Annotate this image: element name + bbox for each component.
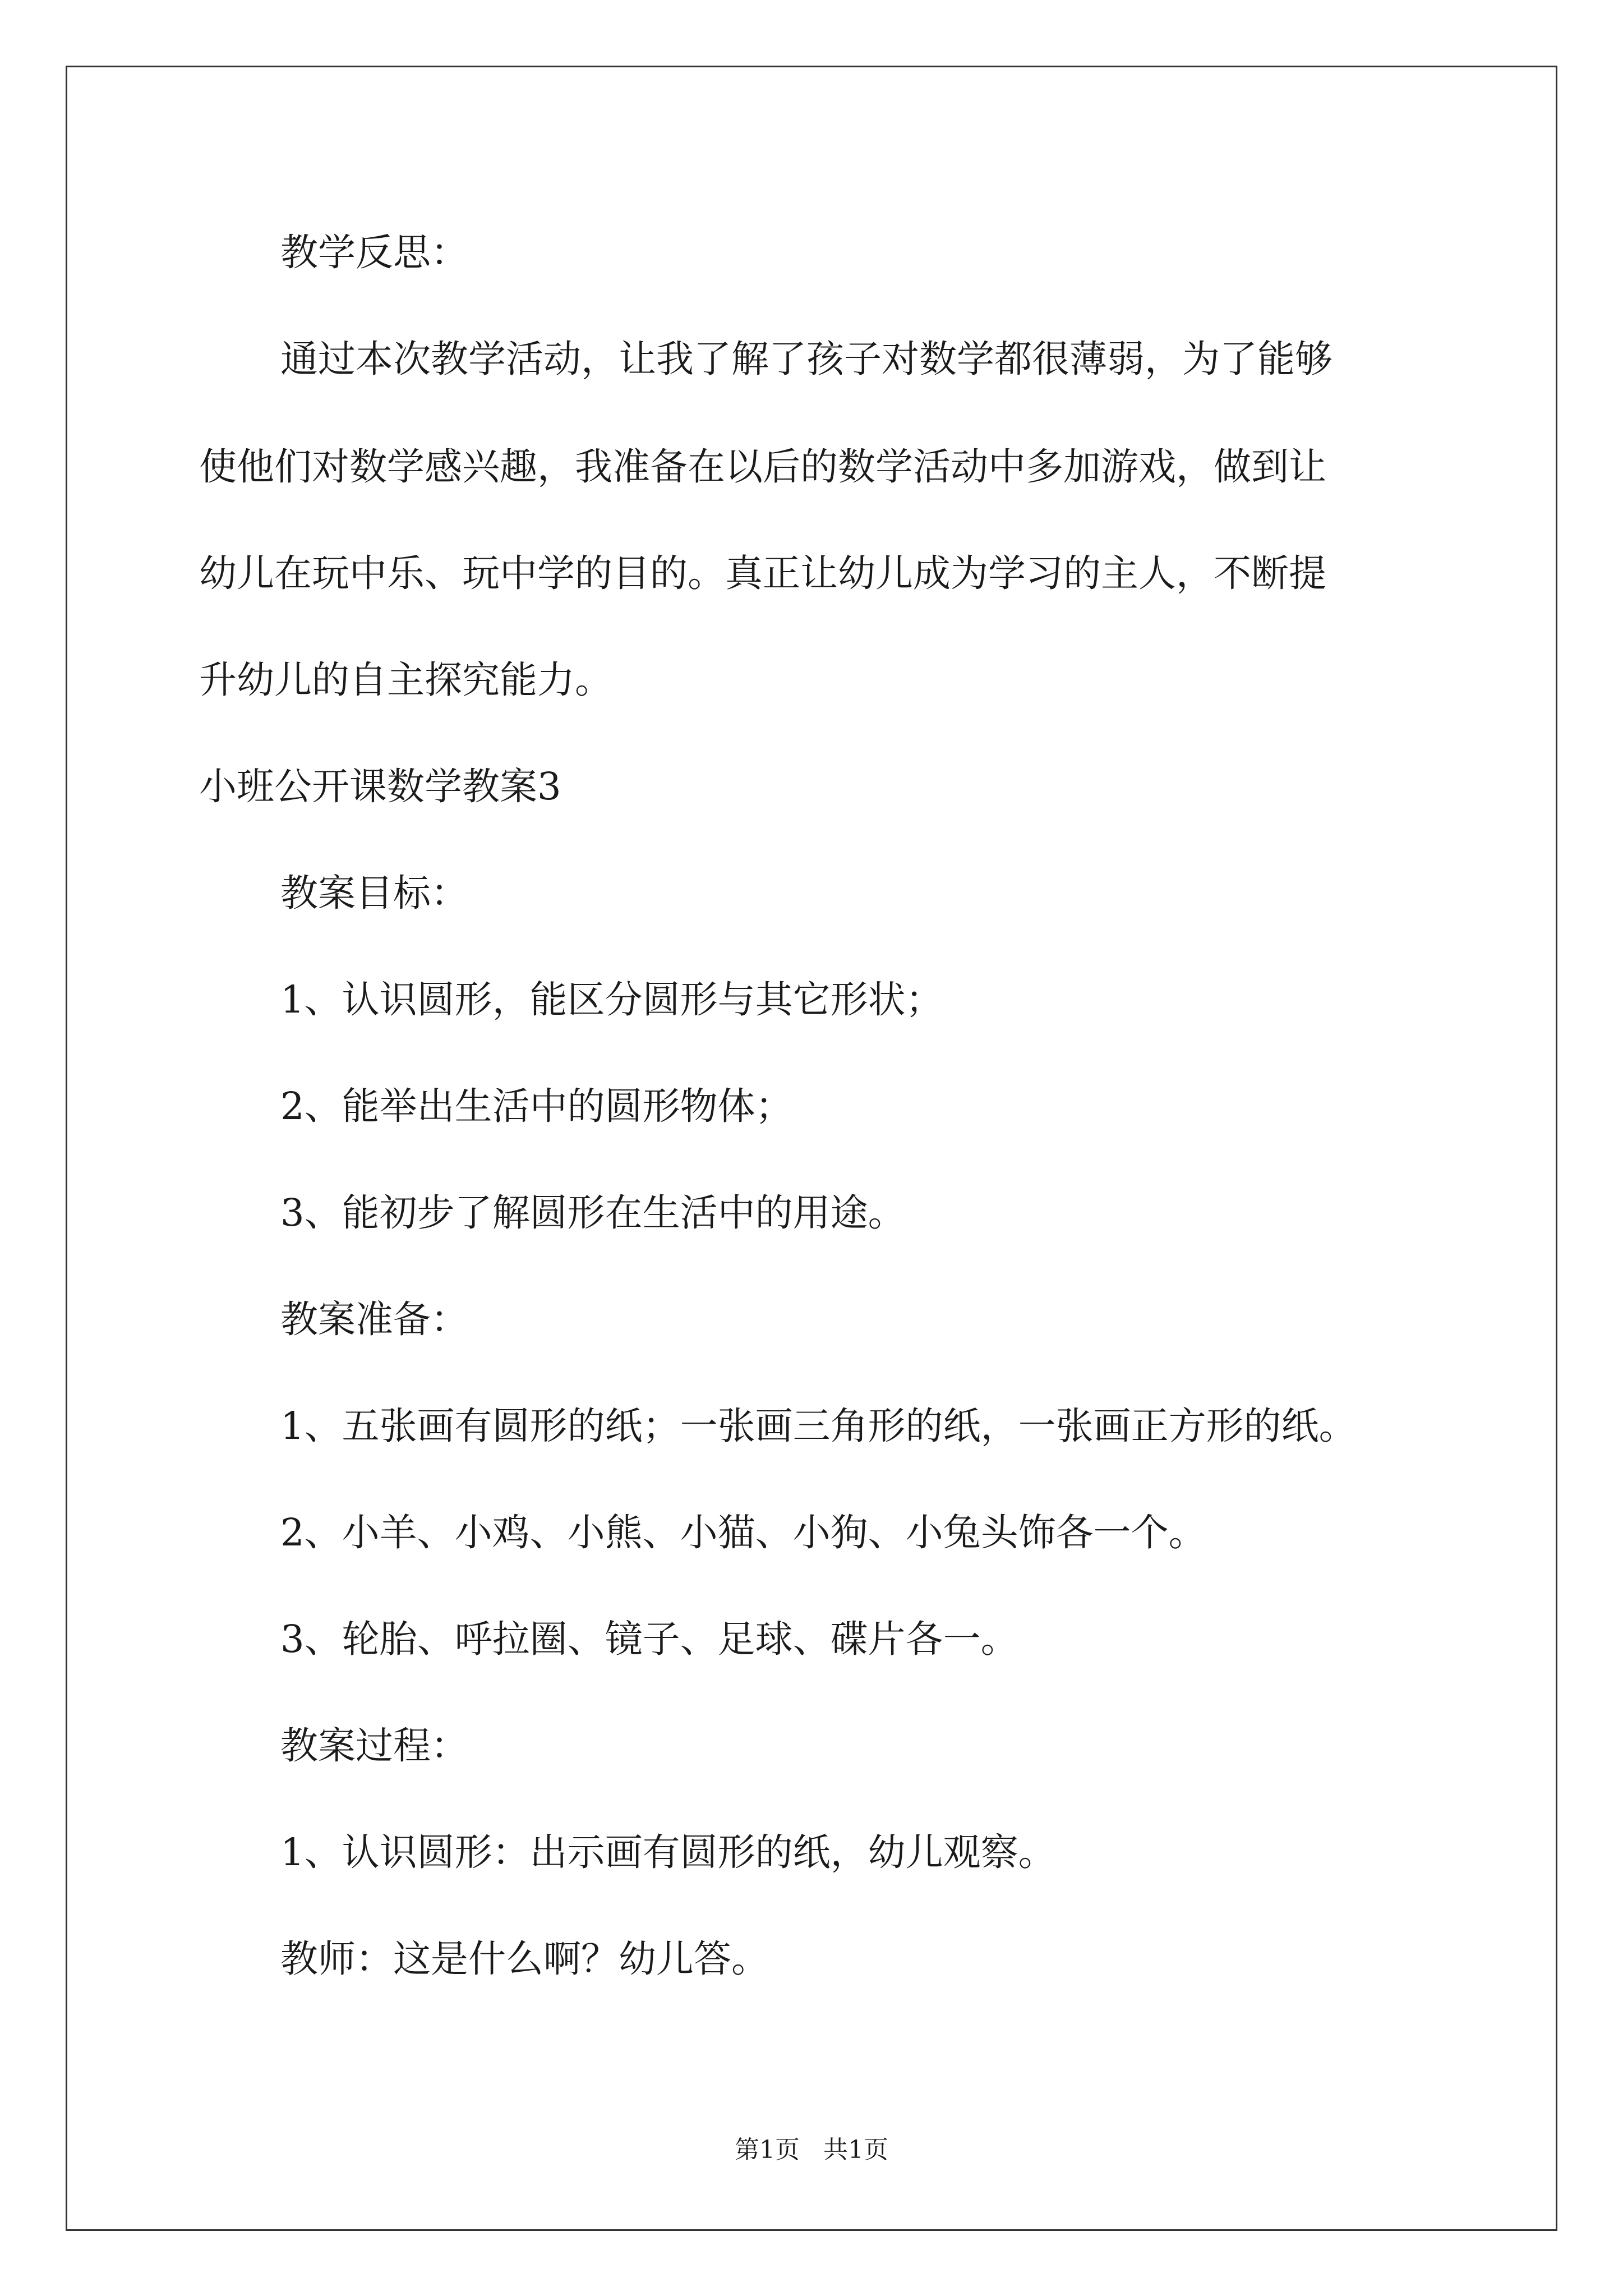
paragraph-line: 幼儿在玩中乐、玩中学的目的。真正让幼儿成为学习的主人，不断提: [199, 551, 1326, 595]
page-footer: 第1页 共1页: [735, 2136, 888, 2164]
list-item: 2、小羊、小鸡、小熊、小猫、小狗、小兔头饰各一个。: [280, 1511, 1206, 1554]
objectives-heading: 教案目标：: [280, 871, 468, 915]
list-item: 1、认识圆形：出示画有圆形的纸，幼儿观察。: [280, 1830, 1056, 1874]
process-heading: 教案过程：: [280, 1724, 468, 1768]
paragraph-line: 通过本次教学活动，让我了解了孩子对数学都很薄弱，为了能够: [280, 337, 1332, 381]
list-item: 3、能初步了解圆形在生活中的用途。: [280, 1191, 906, 1235]
page-border: [66, 66, 1557, 2231]
dialogue-line: 教师：这是什么啊？幼儿答。: [280, 1937, 769, 1981]
paragraph-line: 升幼儿的自主探究能力。: [199, 658, 612, 702]
preparation-heading: 教案准备：: [280, 1297, 468, 1341]
list-item: 3、轮胎、呼拉圈、镜子、足球、碟片各一。: [280, 1617, 1018, 1661]
paragraph-line: 使他们对数学感兴趣，我准备在以后的数学活动中多加游戏，做到让: [199, 445, 1326, 489]
section-title: 小班公开课数学教案3: [199, 765, 561, 808]
reflection-heading: 教学反思：: [280, 231, 468, 274]
list-item: 2、能举出生活中的圆形物体；: [280, 1084, 793, 1128]
list-item: 1、五张画有圆形的纸；一张画三角形的纸，一张画正方形的纸。: [280, 1404, 1357, 1448]
list-item: 1、认识圆形，能区分圆形与其它形状；: [280, 978, 943, 1022]
